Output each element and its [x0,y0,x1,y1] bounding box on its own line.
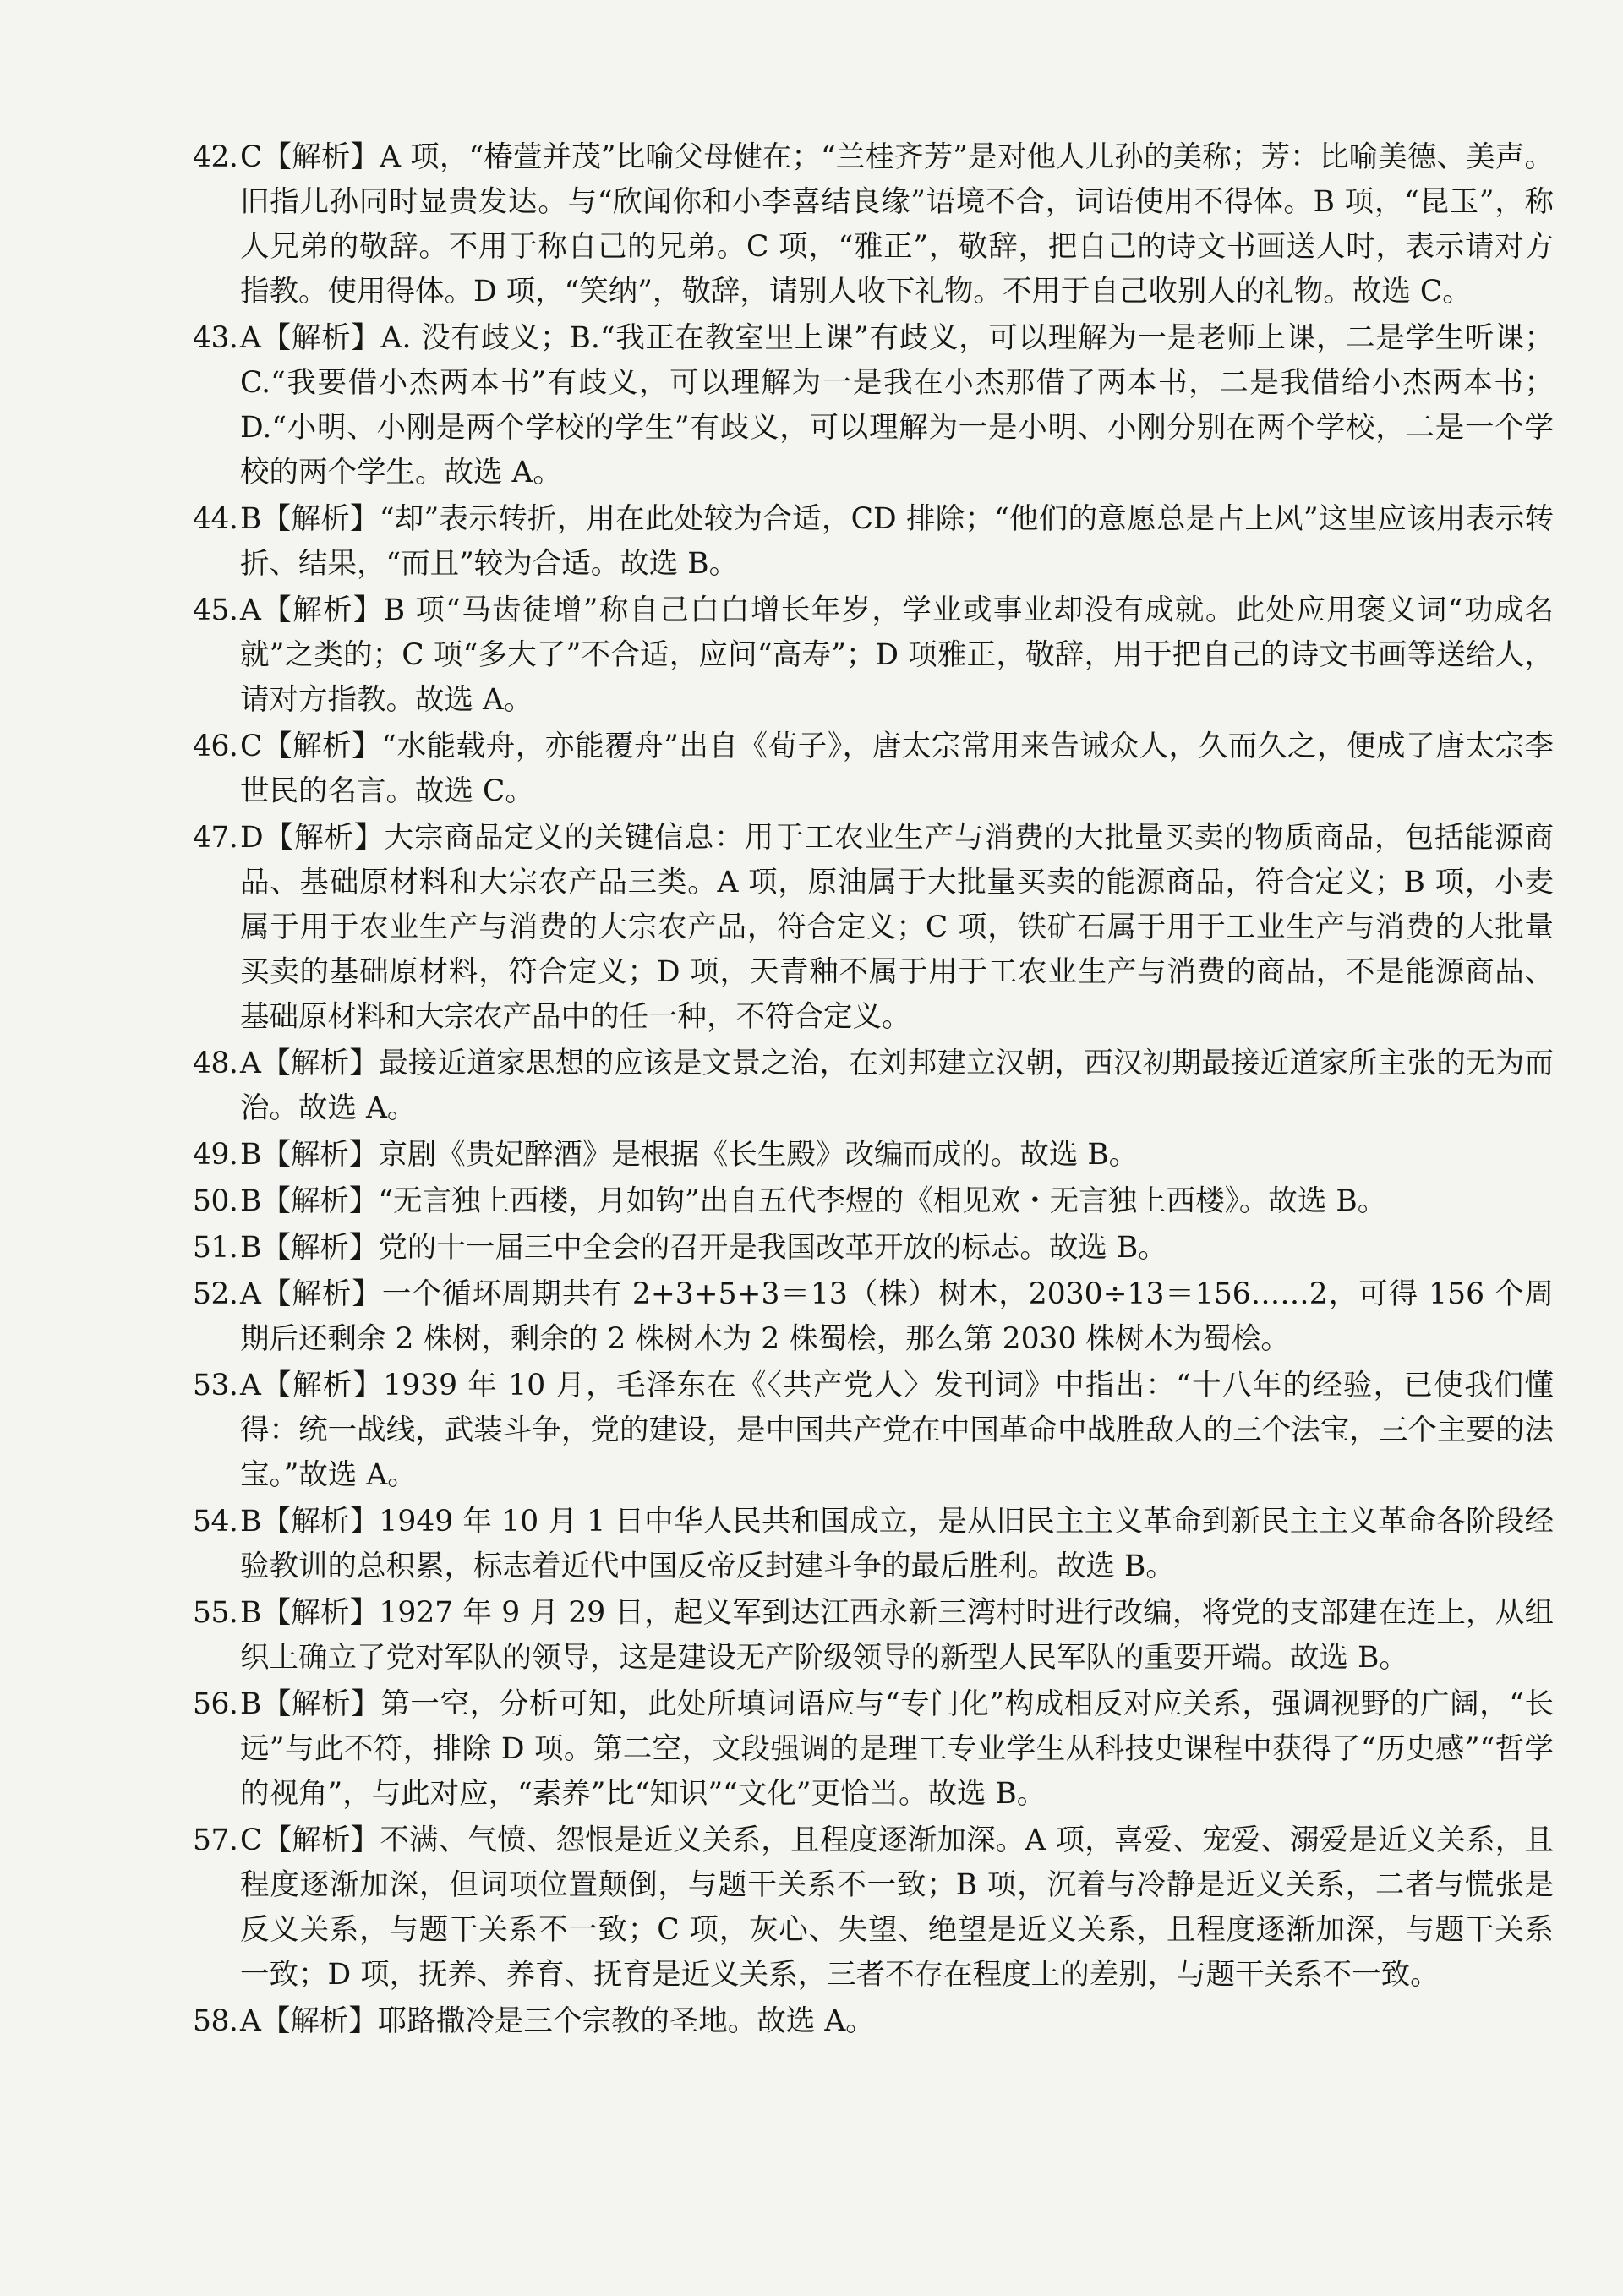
answer-number: 42. [193,140,238,174]
answer-item-42 [193,135,1554,314]
answer-number: 55. [193,1596,238,1630]
answer-item-51 [193,1226,1554,1271]
answer-item-49 [193,1133,1554,1178]
answer-number: 52. [193,1277,238,1311]
answer-number: 58. [193,2004,238,2038]
answer-explanation: A【解析】最接近道家思想的应该是文景之治，在刘邦建立汉朝，西汉初期最接近道家所主张的无为而治。故选 A。 [240,1047,1554,1125]
answer-item-50 [193,1179,1554,1224]
answer-item-47 [193,816,1554,1040]
answer-item-48 [193,1041,1554,1131]
answer-explanation: A【解析】耶路撒冷是三个宗教的圣地。故选 A。 [240,2004,875,2038]
answer-number: 50. [193,1184,238,1218]
answer-explanation: B【解析】党的十一届三中全会的召开是我国改革开放的标志。故选 B。 [240,1231,1167,1265]
answer-number: 53. [193,1369,238,1402]
answer-number: 45. [193,593,238,627]
answer-explanation: B【解析】1927 年 9 月 29 日，起义军到达江西永新三湾村时进行改编，将党的支部建在连上，从组织上确立了党对军队的领导，这是建设无产阶级领导的新型人民军队的重要开端。故选 B。 [240,1596,1554,1675]
answer-explanation: B【解析】京剧《贵妃醉酒》是根据《长生殿》改编而成的。故选 B。 [240,1138,1139,1172]
answer-explanations [193,135,1554,2046]
answer-explanation: C【解析】A 项，“椿萱并茂”比喻父母健在；“兰桂齐芳”是对他人儿孙的美称；芳：比喻美德、美声。旧指儿孙同时显贵发达。与“欣闻你和小李喜结良缘”语境不合，词语使用不得体。B 项，“昆玉”，称人兄弟的敬辞。不用于称自己的兄弟。C 项，“雅正”，敬辞，把自己的诗文书画送人时，表示请对方指教。使用得体。D 项，“笑纳”，敬辞，请别人收下礼物。不用于自己收别人的礼物。故选 C。 [240,140,1554,309]
answer-explanation: B【解析】“无言独上西楼，月如钩”出自五代李煜的《相见欢・无言独上西楼》。故选 B。 [240,1184,1387,1218]
answer-item-53 [193,1364,1554,1498]
answer-item-45 [193,588,1554,723]
answer-item-43 [193,316,1554,495]
answer-item-44 [193,497,1554,587]
answer-explanation: A【解析】1939 年 10 月，毛泽东在《〈共产党人〉发刊词》中指出：“十八年的经验，已使我们懂得：统一战线，武装斗争，党的建设，是中国共产党在中国革命中战胜敌人的三个法宝，三个主要的法宝。”故选 A。 [240,1369,1554,1492]
answer-item-54 [193,1500,1554,1589]
answer-explanation: C【解析】不满、气愤、怨恨是近义关系，且程度逐渐加深。A 项，喜爱、宠爱、溺爱是近义关系，且程度逐渐加深，但词项位置颠倒，与题干关系不一致；B 项，沉着与冷静是近义关系，二者与慌张是反义关系，与题干关系不一致；C 项，灰心、失望、绝望是近义关系，且程度逐渐加深，与题干关系一致；D 项，抚养、养育、抚育是近义关系，三者不存在程度上的差别，与题干关系不一致。 [240,1823,1554,1992]
answer-item-57 [193,1818,1554,1998]
answer-item-56 [193,1682,1554,1817]
answer-explanation: B【解析】第一空，分析可知，此处所填词语应与“专门化”构成相反对应关系，强调视野的广阔，“长远”与此不符，排除 D 项。第二空，文段强调的是理工专业学生从科技史课程中获得了“历史感”“哲学的视角”，与此对应，“素养”比“知识”“文化”更恰当。故选 B。 [240,1687,1554,1811]
answer-number: 57. [193,1823,238,1857]
answer-number: 48. [193,1047,238,1080]
answer-number: 56. [193,1687,238,1721]
answer-number: 54. [193,1505,238,1539]
answer-explanation: A【解析】A. 没有歧义；B.“我正在教室里上课”有歧义，可以理解为一是老师上课，二是学生听课；C.“我要借小杰两本书”有歧义，可以理解为一是我在小杰那借了两本书，二是我借给小杰两本书；D.“小明、小刚是两个学校的学生”有歧义，可以理解为一是小明、小刚分别在两个学校，二是一个学校的两个学生。故选 A。 [240,321,1554,489]
answer-number: 43. [193,321,238,355]
answer-explanation: D【解析】大宗商品定义的关键信息：用于工农业生产与消费的大批量买卖的物质商品，包括能源商品、基础原材料和大宗农产品三类。A 项，原油属于大批量买卖的能源商品，符合定义；B 项，小麦属于用于农业生产与消费的大宗农产品，符合定义；C 项，铁矿石属于用于工业生产与消费的大批量买卖的基础原材料，符合定义；D 项，天青釉不属于用于工农业生产与消费的商品，不是能源商品、基础原材料和大宗农产品中的任一种，不符合定义。 [240,821,1554,1034]
answer-number: 47. [193,821,238,855]
answer-number: 46. [193,730,238,763]
answer-explanation: A【解析】一个循环周期共有 2+3+5+3＝13（株）树木，2030÷13＝156……2，可得 156 个周期后还剩余 2 株树，剩余的 2 株树木为 2 株蜀桧，那么第 2030 株树木为蜀桧。 [240,1277,1554,1356]
answer-number: 51. [193,1231,238,1265]
answer-item-46 [193,724,1554,814]
answer-explanation: B【解析】1949 年 10 月 1 日中华人民共和国成立，是从旧民主主义革命到新民主主义革命各阶段经验教训的总积累，标志着近代中国反帝反封建斗争的最后胜利。故选 B。 [240,1505,1554,1583]
answer-item-52 [193,1272,1554,1362]
answer-number: 49. [193,1138,238,1172]
answer-explanation: B【解析】“却”表示转折，用在此处较为合适，CD 排除；“他们的意愿总是占上风”这里应该用表示转折、结果，“而且”较为合适。故选 B。 [240,502,1554,581]
answer-explanation: A【解析】B 项“马齿徒增”称自己白白增长年岁，学业或事业却没有成就。此处应用褒义词“功成名就”之类的；C 项“多大了”不合适，应问“高寿”；D 项雅正，敬辞，用于把自己的诗文书画等送给人，请对方指教。故选 A。 [240,593,1554,717]
answer-item-58 [193,1999,1554,2044]
answer-explanation: C【解析】“水能载舟，亦能覆舟”出自《荀子》，唐太宗常用来告诫众人，久而久之，便成了唐太宗李世民的名言。故选 C。 [240,730,1554,808]
answer-number: 44. [193,502,238,536]
answer-item-55 [193,1591,1554,1681]
